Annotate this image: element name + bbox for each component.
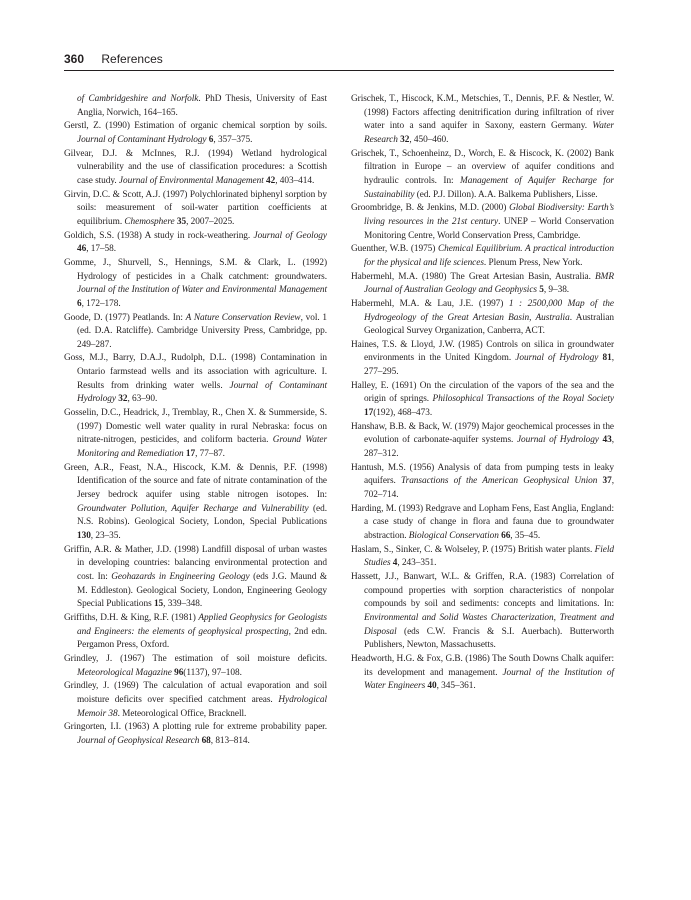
reference-title: Transactions of the American Geophysical Union <box>401 476 598 487</box>
reference-entry <box>351 380 614 421</box>
page-number: 360 <box>64 52 85 66</box>
reference-volume: 68 <box>201 735 211 746</box>
reference-entry <box>351 93 614 148</box>
reference-entry <box>351 653 614 694</box>
reference-title: Management of Aquifer Recharge for Sustainability <box>364 175 614 200</box>
reference-text: Grindley, J. (1967) The estimation of soil moisture deficits. <box>64 653 327 664</box>
reference-text: Harding, M. (1993) Redgrave and Lopham Fens, East Anglia, England: a case study of change in flora and fauna due to groundwater abstraction. <box>351 503 614 541</box>
reference-title: Water Research <box>364 121 614 145</box>
reference-entry <box>64 312 327 353</box>
reference-entry <box>351 202 614 243</box>
reference-title: Geohazards in Engineering Geology <box>111 571 250 582</box>
reference-entry <box>351 148 614 203</box>
reference-volume: 32 <box>400 134 410 145</box>
reference-title: Field Studies <box>364 544 614 569</box>
reference-entry <box>351 421 614 462</box>
reference-text: , 35–45. <box>510 531 541 541</box>
reference-text: , 357–375. <box>213 134 253 145</box>
reference-title: Ground Water Monitoring and Remediation <box>77 435 328 460</box>
reference-text: Hantush, M.S. (1956) Analysis of data from pumping tests in leaky aquifers. <box>351 462 614 487</box>
reference-volume: 5 <box>539 285 544 296</box>
reference-volume: 6 <box>77 298 82 309</box>
reference-entry <box>64 352 327 407</box>
section-title: References <box>101 52 163 66</box>
reference-text: (1137), 97–108. <box>183 667 242 678</box>
reference-text: , 813–814. <box>210 735 250 746</box>
reference-title: Journal of Geophysical Research <box>77 735 200 746</box>
reference-volume: 46 <box>77 244 87 255</box>
reference-volume: 35 <box>176 216 187 227</box>
reference-text: Gomme, J., Shurvell, S., Hennings, S.M. & Clark, L. (1992) Hydrology of pesticides in a Chalk catchment: groundwaters. <box>64 257 327 282</box>
reference-text: Haslam, S., Sinker, C. & Wolseley, P. (1975) British water plants. <box>351 544 595 555</box>
reference-title: Journal of Hydrology <box>516 435 599 446</box>
reference-title: Journal of the Institution of Water and Environmental Management <box>77 285 327 296</box>
reference-title: Hydrological Memoir 38 <box>77 694 327 719</box>
reference-text: Goldich, S.S. (1938) A study in rock-weathering. <box>64 230 254 241</box>
reference-entry <box>64 120 327 147</box>
reference-entry <box>351 571 614 653</box>
reference-entry <box>64 653 327 680</box>
reference-entry <box>64 462 327 544</box>
reference-text: Habermehl, M.A. & Lau, J.E. (1997) <box>351 298 509 309</box>
reference-title: A Nature Conservation Review <box>185 312 301 323</box>
reference-volume: 43 <box>602 435 612 446</box>
reference-text: . Australian Geological Survey Organization, Canberra, ACT. <box>364 312 615 337</box>
reference-title: Journal of Environmental Management <box>118 175 264 186</box>
reference-text: , 63–90. <box>127 394 158 405</box>
reference-entry <box>64 148 327 189</box>
left-reference-column <box>64 93 327 749</box>
reference-title: Chemical Equilibrium. A practical introduction for the physical and life sciences <box>364 244 614 268</box>
reference-text: . PhD Thesis, University of East Anglia, Norwich, 164–165. <box>77 94 327 118</box>
reference-volume: 81 <box>602 353 612 364</box>
reference-entry <box>64 612 327 653</box>
reference-text: (192), 468–473. <box>373 408 433 419</box>
reference-entry <box>351 298 614 339</box>
reference-text: , 77–87. <box>195 449 225 460</box>
reference-text: Griffin, A.R. & Mather, J.D. (1998) Landfill disposal of urban wastes in developing countries: balancing environmental protection and cost. In: <box>64 544 327 582</box>
reference-text: Gerstl, Z. (1990) Estimation of organic chemical sorption by soils. <box>64 121 327 132</box>
reference-text: (ed. N.S. Robins). Geological Society, London, Special Publications <box>77 503 327 528</box>
reference-volume: 4 <box>392 558 398 569</box>
reference-volume: 37 <box>602 476 612 487</box>
reference-entry <box>351 339 614 380</box>
reference-title: Journal of Geology <box>253 230 327 241</box>
reference-entry <box>64 407 327 462</box>
reference-text: , 450–460. <box>409 134 449 145</box>
reference-text: Grischek, T., Schoenheinz, D., Worch, E. & Hiscock, K. (2002) Bank filtration in Europe – an overview of aquifer conditions and hydraulic controls. In: <box>351 148 614 186</box>
reference-entry <box>64 189 327 230</box>
reference-text: Gilvear, D.J. & McInnes, R.J. (1994) Wetland hydrological vulnerability and the use of classification procedures: a Scottish case study. <box>64 148 327 186</box>
reference-text: (eds J.G. Maund & M. Eddleston). Geological Society, London, Engineering Geology Special Publications <box>77 571 327 610</box>
reference-text: Grindley, J. (1969) The calculation of actual evaporation and soil moisture deficits over specified catchment areas. <box>64 681 327 705</box>
reference-title: Global Biodiversity: Earth’s living resources in the 21st century <box>364 203 614 227</box>
reference-entry <box>64 257 327 312</box>
right-reference-column <box>351 93 614 694</box>
reference-text: , 2nd edn. Pergamon Press, Oxford. <box>77 626 327 651</box>
reference-text: , 403–414. <box>275 175 315 186</box>
reference-title: Groundwater Pollution, Aquifer Recharge and Vulnerability <box>77 503 309 514</box>
reference-volume: 42 <box>266 175 276 186</box>
reference-title: Meteorological Magazine <box>77 667 172 678</box>
reference-entry <box>64 680 327 721</box>
reference-text: Goss, M.J., Barry, D.A.J., Rudolph, D.L. (1998) Contamination in Ontario farmstead wells and its association with agriculture. I. Results from drinking water wells. <box>64 353 327 391</box>
reference-text: , vol. 1 (ed. D.A. Ratcliffe). Cambridge University Press, Cambridge, pp. 249–287. <box>77 312 327 350</box>
reference-text: Habermehl, M.A. (1980) The Great Artesian Basin, Australia. <box>351 271 596 282</box>
reference-text: , 339–348. <box>163 599 203 610</box>
reference-text: , 243–351. <box>397 558 437 569</box>
reference-volume: 130 <box>77 531 91 541</box>
reference-text: Guenther, W.B. (1975) <box>351 244 438 255</box>
reference-title: Applied Geophysics for Geologists and Engineers: the elements of geophysical prospecting <box>77 612 327 637</box>
reference-text: (eds C.W. Francis & S.I. Auerbach). Butterworth Publishers, Newton, Massachusetts. <box>364 626 614 651</box>
reference-text: Goode, D. (1977) Peatlands. In: <box>64 312 186 323</box>
reference-text: Griffiths, D.H. & King, R.F. (1981) <box>64 612 199 623</box>
reference-text: , 287–312. <box>364 435 615 460</box>
reference-entry <box>64 93 327 120</box>
reference-text: , 9–38. <box>543 285 570 296</box>
reference-text: , 277–295. <box>364 353 614 378</box>
reference-volume: 17 <box>185 449 196 460</box>
reference-title: Journal of Hydrology <box>515 353 599 364</box>
reference-text: Halley, E. (1691) On the circulation of the vapors of the sea and the origin of springs. <box>351 380 614 405</box>
reference-volume: 96 <box>174 667 184 678</box>
reference-volume: 40 <box>427 681 437 692</box>
reference-text: Hanshaw, B.B. & Back, W. (1979) Major geochemical processes in the evolution of carbonate-aquifer systems. <box>351 421 614 446</box>
reference-entry <box>351 462 614 503</box>
reference-title: Chemosphere <box>124 216 175 227</box>
reference-volume: 15 <box>153 599 164 610</box>
reference-volume: 17 <box>364 408 374 419</box>
reference-title: Biological Conservation <box>408 531 499 541</box>
reference-title: of Cambridgeshire and Norfolk <box>77 94 199 104</box>
reference-text: . UNEP – World Conservation Monitoring Centre, World Conservation Press, Cambridge. <box>364 216 614 241</box>
reference-text: Grischek, T., Hiscock, K.M., Metschies, T., Dennis, P.F. & Nestler, W. (1998) Factors affecting denitrification during infiltration of river water into a sand aquifer in Saxony, eastern Germany. <box>351 94 614 132</box>
reference-text: Headworth, H.G. & Fox, G.B. (1986) The South Downs Chalk aquifer: its development and management. <box>351 653 614 678</box>
reference-title: Philosophical Transactions of the Royal Society <box>432 394 614 405</box>
reference-text: , 17–58. <box>86 244 117 255</box>
reference-text: Gosselin, D.C., Headrick, J., Tremblay, R., Chen X. & Summerside, S. (1997) Domestic well water quality in rural Nebraska: focus on nitrate-nitrogen, pesticides, and coliform bacteria. <box>64 408 327 446</box>
reference-text: , 23–35. <box>90 531 121 541</box>
reference-entry <box>64 721 327 748</box>
reference-volume: 66 <box>501 531 511 541</box>
reference-title: 1 : 2500,000 Map of the Hydrogeology of the Great Artesian Basin, Australia <box>364 298 614 323</box>
reference-entry <box>351 243 614 270</box>
reference-text: , 172–178. <box>81 298 121 309</box>
reference-text: Green, A.R., Feast, N.A., Hiscock, K.M. & Dennis, P.F. (1998) Identification of the source and fate of nitrate contamination of the Jersey bedrock aquifer using stable nitrogen isotopes. In: <box>64 462 327 501</box>
reference-volume: 6 <box>208 134 214 145</box>
reference-text: Hassett, J.J., Banwart, W.L. & Griffen, R.A. (1983) Correlation of compound properties with sorption characteristics of nonpolar compounds by soil and sediments: concepts and limitations. In: <box>351 571 614 610</box>
reference-volume: 32 <box>118 394 128 405</box>
reference-text: (ed. P.J. Dillon). A.A. Balkema Publishers, Lisse. <box>414 189 598 200</box>
reference-entry <box>64 230 327 257</box>
reference-entry <box>351 271 614 298</box>
reference-text: , 2007–2025. <box>186 216 235 227</box>
reference-text: , 345–361. <box>436 681 476 692</box>
reference-text: Haines, T.S. & Lloyd, J.W. (1985) Controls on silica in groundwater environments in the United Kingdom. <box>351 339 614 364</box>
reference-text: . Plenum Press, New York. <box>483 257 583 268</box>
reference-text: . Meteorological Office, Bracknell. <box>117 708 247 719</box>
reference-entry <box>64 544 327 612</box>
reference-text: Groombridge, B. & Jenkins, M.D. (2000) <box>351 203 510 214</box>
reference-entry <box>351 503 614 544</box>
reference-title: Journal of the Institution of Water Engineers <box>364 667 614 692</box>
reference-text: Girvin, D.C. & Scott, A.J. (1997) Polychlorinated biphenyl sorption by soils: measurement of soil-water partition coefficients at equilibrium. <box>64 189 327 227</box>
running-header <box>64 50 614 71</box>
reference-text: Gringorten, I.I. (1963) A plotting rule for extreme probability paper. <box>64 722 327 733</box>
reference-title: Journal of Contaminant Hydrology <box>77 134 207 145</box>
reference-entry <box>351 544 614 571</box>
reference-title: BMR Journal of Australian Geology and Geophysics <box>364 271 614 296</box>
reference-title: Environmental and Solid Wastes Characterization, Treatment and Disposal <box>364 612 614 637</box>
reference-title: Journal of Contaminant Hydrology <box>77 380 327 405</box>
reference-text: , 702–714. <box>364 476 614 501</box>
